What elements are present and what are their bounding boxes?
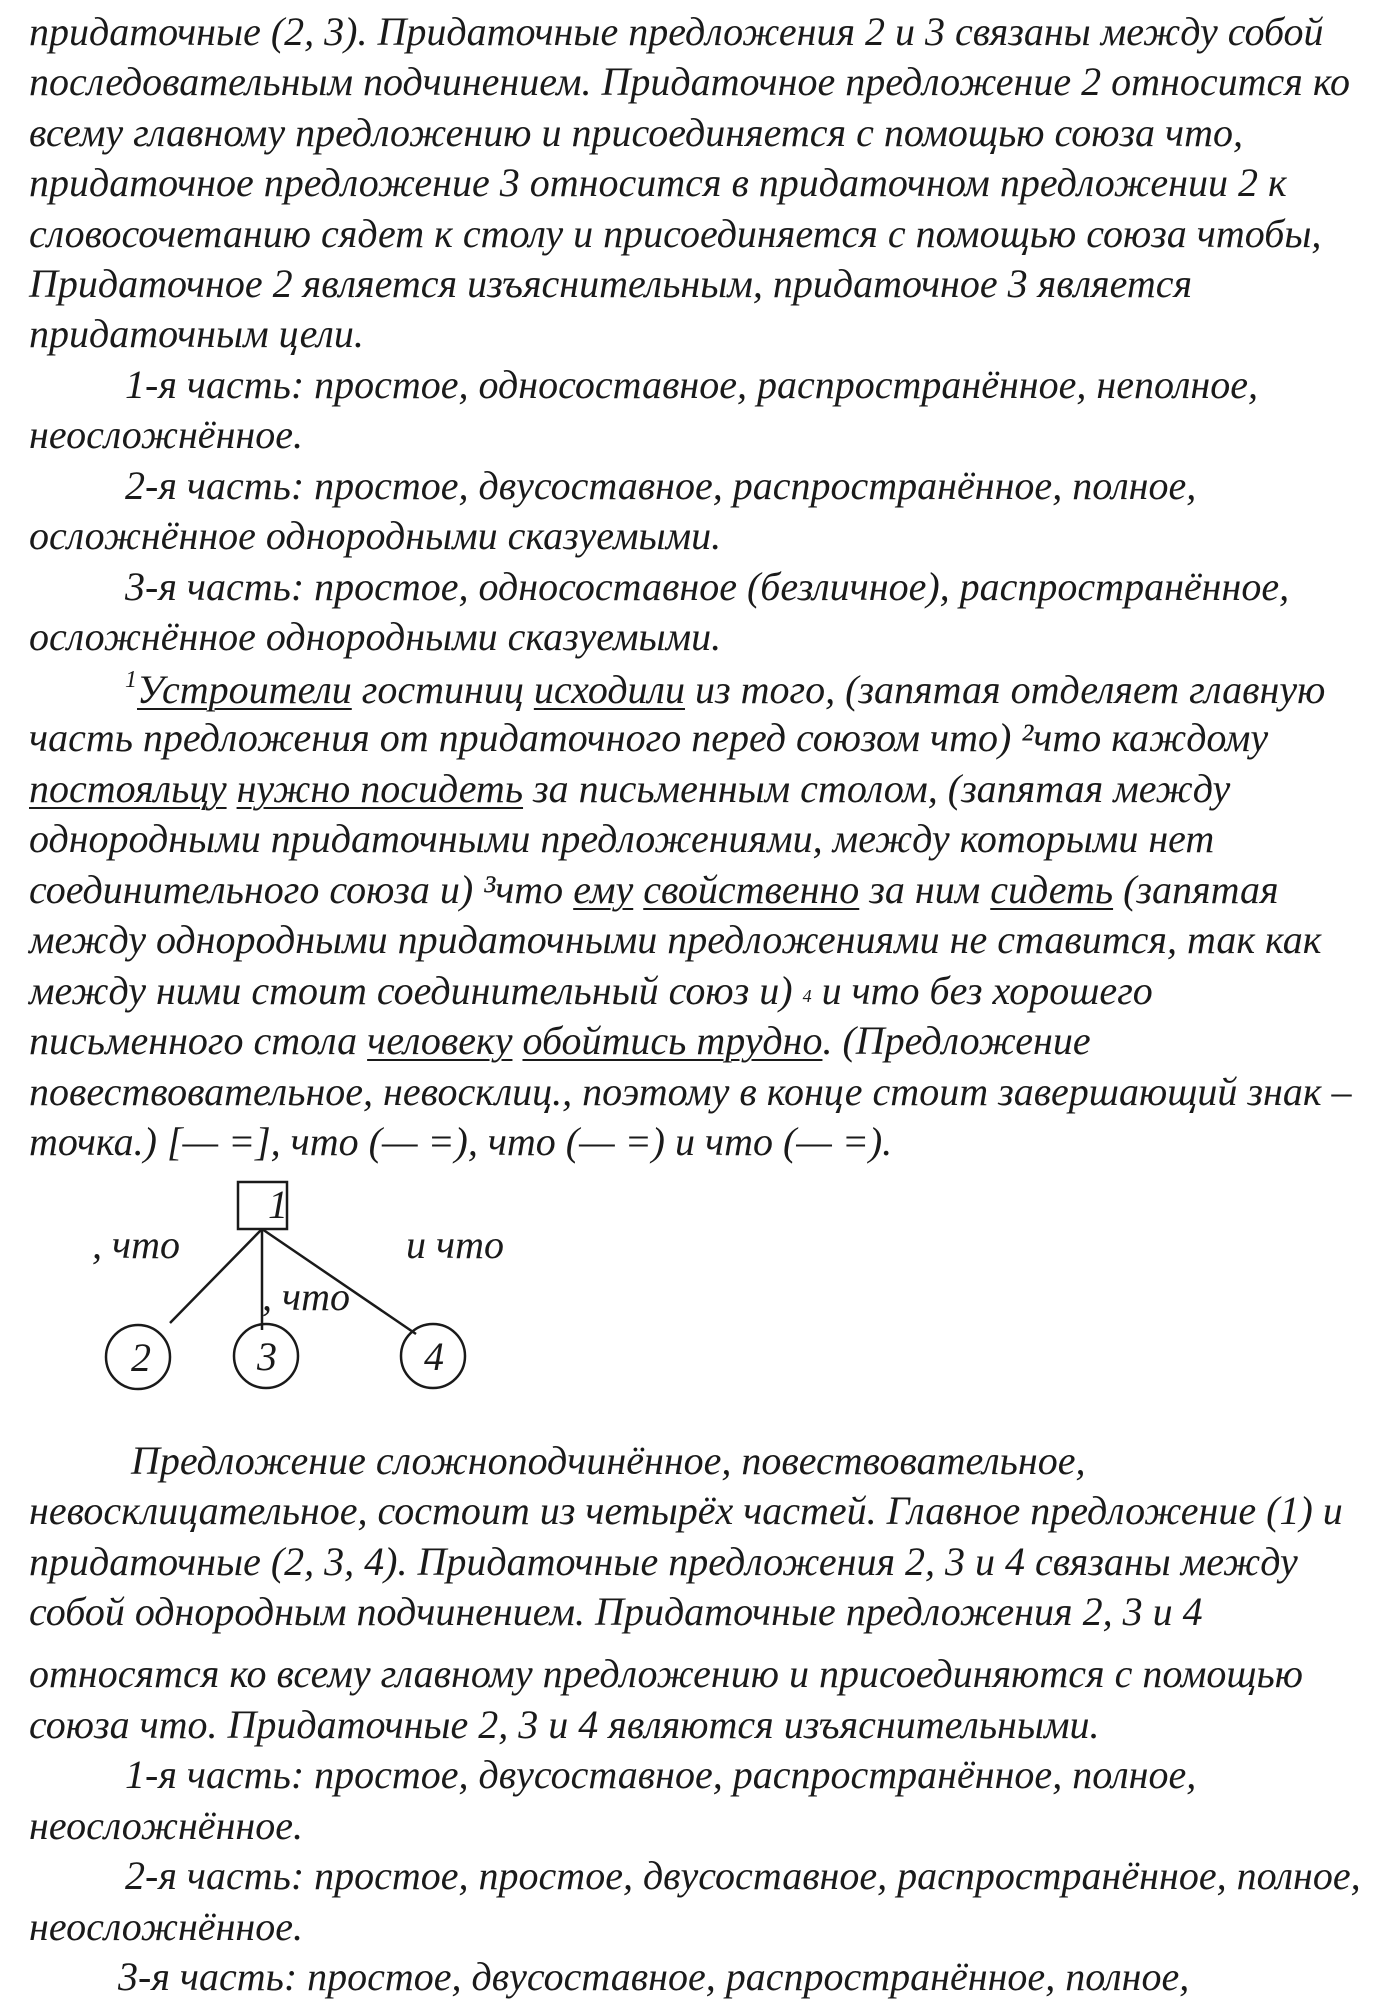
text-line: словосочетанию сядет к столу и присоединяется с помощью союза чтобы, [29,211,1322,256]
part-2-characteristic: 2-я часть: простое, простое, двусоставное, распространённое, полное, [125,1853,1361,1898]
predicate-word: обойтись трудно [522,1018,823,1063]
text-line: всему главному предложению и присоединяется с помощью союза что, [29,110,1244,155]
text-line: придаточные (2, 3). Придаточные предложения 2 и 3 связаны между собой [29,9,1324,54]
text-fragment: за ним [859,867,991,912]
node-4-label: 4 [424,1334,444,1379]
part-2-characteristic: 2-я часть: простое, двусоставное, распространённое, полное, [125,463,1197,508]
object-word: постояльцу [29,766,227,811]
edge-1-2 [170,1229,262,1323]
sentence-line: однородными придаточными предложениями, между которыми нет [29,816,1215,861]
text-fragment: (запятая [1113,867,1279,912]
node-1-label: 1 [268,1182,288,1227]
text-fragment: и что без хорошего [811,968,1153,1013]
text-fragment: . (Предложение [822,1018,1091,1063]
predicate-word: свойственно [643,867,860,912]
part-1-characteristic: 1-я часть: простое, односоставное, распространённое, неполное, [125,362,1259,407]
object-word: человеку [367,1018,513,1063]
part-1-characteristic: 1-я часть: простое, двусоставное, распространённое, полное, [125,1752,1197,1797]
predicate-word: сидеть [990,867,1114,912]
text-fragment: между ними стоит соединительный союз и) [29,968,803,1013]
text-line: придаточные (2, 3, 4). Придаточные предложения 2, 3 и 4 связаны между [29,1539,1298,1584]
node-2-label: 2 [131,1335,151,1380]
node-3-label: 3 [257,1334,277,1379]
edge-label-3: , что [262,1274,350,1319]
text-line: союза что. Придаточные 2, 3 и 4 являются изъяснительными. [29,1702,1100,1747]
subject-word: Устроители [137,667,352,712]
sentence-line: повествовательное, невосклиц., поэтому в конце стоит завершающий знак – [29,1069,1352,1114]
text-line: относятся ко всему главному предложению и присоединяются с помощью [29,1651,1303,1696]
clause-number: 1 [125,667,137,693]
text-fragment: гостиниц [351,667,534,712]
text-line: невосклицательное, состоит из четырёх частей. Главное предложение (1) и [29,1488,1343,1533]
edge-label-4: и что [406,1222,504,1267]
object-word: ему [573,867,634,912]
sentence-line: часть предложения от придаточного перед союзом что) ²что каждому [29,715,1269,760]
text-fragment: за письменным столом, (запятая между [523,766,1231,811]
part-2-characteristic-cont: неосложнённое. [29,1904,304,1949]
part-1-characteristic-cont: неосложнённое. [29,1803,304,1848]
text-fragment: соединительного союза и) ³что [29,867,574,912]
text-line: Предложение сложноподчинённое, повествовательное, [131,1438,1086,1483]
text-fragment: из того, (запятая отделяет главную [685,667,1326,712]
text-line: придаточное предложение 3 относится в придаточном предложении 2 к [29,160,1287,205]
part-3-characteristic-cont: осложнённое однородными сказуемыми. [29,614,722,659]
text-line: придаточным цели. [29,311,364,356]
sentence-line: между однородными придаточными предложениями не ставится, так как [29,917,1322,962]
sentence-scheme: точка.) [— =], что (— =), что (— =) и что (— =). [29,1119,893,1164]
text-fragment: письменного стола [29,1018,368,1063]
text-line: Придаточное 2 является изъяснительным, придаточное 3 является [29,261,1193,306]
edge-label-2: , что [92,1222,180,1267]
text-line: собой однородным подчинением. Придаточные предложения 2, 3 и 4 [29,1589,1203,1634]
part-3-characteristic: 3-я часть: простое, односоставное (безличное), распространённое, [125,564,1290,609]
clause-number: 4 [802,986,812,1006]
part-1-characteristic-cont: неосложнённое. [29,412,304,457]
predicate-word: нужно посидеть [236,766,524,811]
text-line: последовательным подчинением. Придаточное предложение 2 относится ко [29,59,1351,104]
predicate-word: исходили [533,667,685,712]
part-3-characteristic: 3-я часть: простое, двусоставное, распространённое, полное, [118,1954,1190,1999]
part-2-characteristic-cont: осложнённое однородными сказуемыми. [29,513,722,558]
